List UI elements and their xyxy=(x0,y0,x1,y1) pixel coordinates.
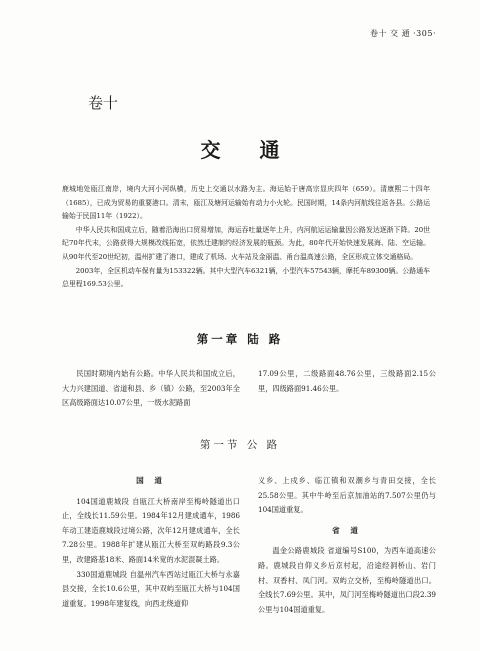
paragraph-330-continued: 义乡、上戍乡、临江镇和双潮乡与青田交接，全长25.58公里。其中牛岭至后京加油站的7.507公里仍与104国道重复。 xyxy=(258,476,436,515)
subheading-provincial-roads: 省 道 xyxy=(332,525,362,535)
chapter-heading: 第一章 陆 路 xyxy=(196,332,284,346)
paragraph-104-national-road: 104国道鹿城段 自瓯江大桥南岸至梅岭隧道出口止，全线长11.59公里。1984年12月建成通车，1986年动工建造鹿城段过境公路，次年12月建成通车，全长7.28公里。1988年扩建从瓯江大桥至双屿路段9.3公里，改建路基18米、路面14米宽的水泥混凝土路。 xyxy=(62,496,240,564)
section-heading: 第一节 公 路 xyxy=(199,439,281,451)
volume-label: 卷十 xyxy=(88,94,119,112)
right-column xyxy=(258,474,436,617)
intro-paragraph-1: 鹿城地处瓯江南岸，境内大河小河纵横，历史上交通以水路为主。海运始于唐高宗显庆四年（659）。清康熙二十四年（1685），已成为贸易的重要港口。清末，瓯江及塘河运输始有动力小火轮。民国时期，14条内河航线往返各县。公路运输始于民国11年（1922）。 xyxy=(62,185,430,221)
page-title: 交 通 xyxy=(200,138,296,162)
paragraph-330-national-road: 330国道鹿城段 自温州汽车西站过瓯江大桥与永嘉县交接，全长10.6公里，其中双屿至瓯江大桥与104国道重复。1998年建复线，向西北绕道仰 xyxy=(62,569,240,608)
chapter-paragraph: 民国时期境内始有公路。中华人民共和国成立后，大力兴建国道、省道和县、乡（镇）公路，至2003年全区高级路面达10.07公里，一级水泥路面 xyxy=(62,369,240,408)
intro-paragraph-2: 中华人民共和国成立后，随着沿海出口贸易增加，海运吞吐量逐年上升，内河航运运输量因公路发达逐渐下降。20世纪70年代末，公路获得大规模改线拓宽，依然迁建制约经济发展的瓶颈。为此，80年代开始快速发展海、陆、空运输。从90年代至20世纪初，温州扩建了港口，建成了机场、火车站及金丽温、甬台温高速公路，全区形成立体交通格局。 xyxy=(62,225,430,261)
paragraph-wenjin-road: 温金公路鹿城段 省道编号S100，为西车道高速公路。鹿城段自仰义乡后京村起，沿途经洞桥山、岩门村、双香村、凤门河。双屿立交桥，至梅岭隧道出口。全线长7.69公里。其中，凤门河至梅岭隧道出口段2.39公里与104国道重复。 xyxy=(258,546,436,614)
chapter-text-left xyxy=(62,367,240,411)
intro-text xyxy=(62,183,430,292)
chapter-text-right xyxy=(258,367,436,396)
chapter-paragraph-cont: 17.09公里，二级路面48.76公里，三级路面2.15公里，四级路面91.46公里。 xyxy=(258,369,436,393)
running-header: 卷十 交 通 ·305· xyxy=(370,29,436,38)
intro-paragraph-3: 2003年，全区机动车保有量为153322辆。其中大型汽车6321辆，小型汽车57543辆，摩托车89300辆。公路通车总里程169.53公里。 xyxy=(62,266,430,289)
subheading-national-roads: 国 道 xyxy=(136,476,166,485)
left-column xyxy=(62,474,240,611)
